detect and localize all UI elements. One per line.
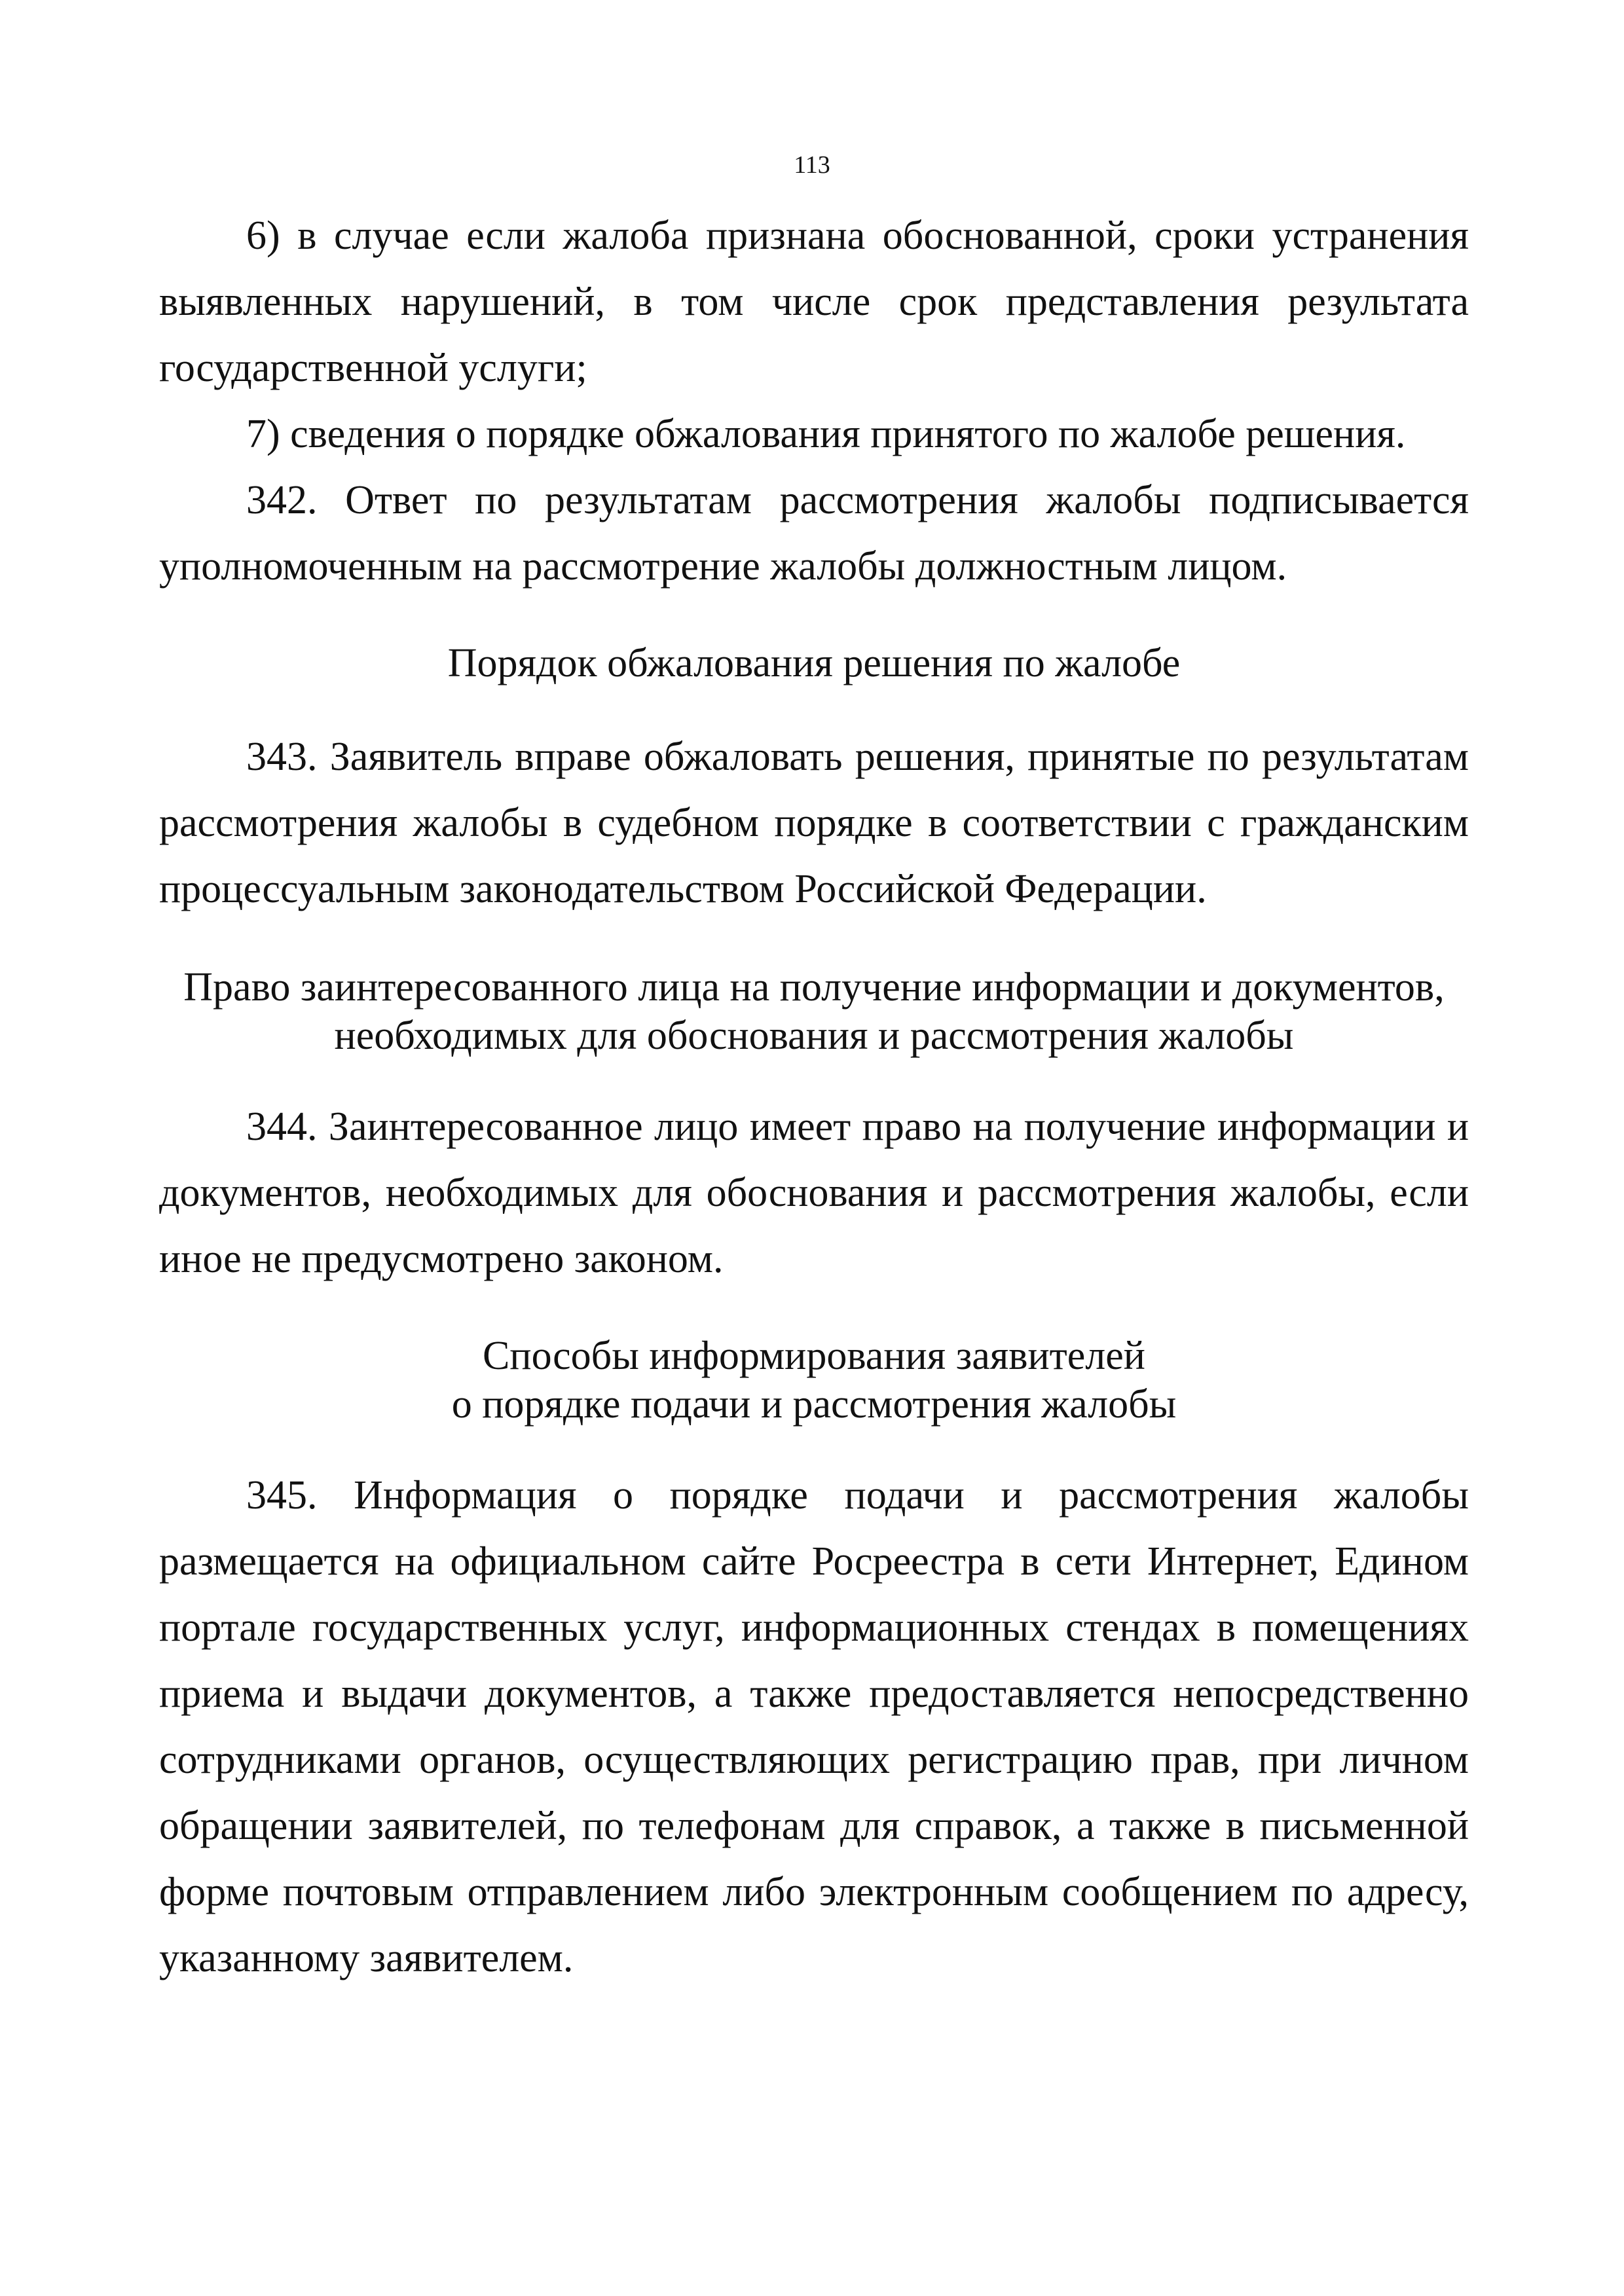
paragraph-345: 345. Информация о порядке подачи и рассмотрения жалобы размещается на официальном сайте Росреестра в сети Интернет, Едином портале государственных услуг, информационных стендах в помещениях приема и выдачи документов, а также предоставляется непосредственно сотрудниками органов, осуществляющих регистрацию прав, при личном обращении заявителей, по телефонам для справок, а также в письменной форме почтовым отправлением либо электронным сообщением по адресу, указанному заявителем.: [159, 1473, 1469, 1980]
heading-line: необходимых для обоснования и рассмотрения жалобы: [334, 1013, 1294, 1058]
heading-line: о порядке подачи и рассмотрения жалобы: [451, 1382, 1177, 1427]
heading-line: Порядок обжалования решения по жалобе: [447, 641, 1181, 685]
page-number: 113: [794, 151, 830, 179]
section-heading-right-to-information: [159, 963, 1469, 1060]
paragraph-7: 7) сведения о порядке обжалования принятого по жалобе решения.: [246, 412, 1406, 456]
document-body: [159, 203, 1469, 1992]
section-heading-appeal-order: [159, 639, 1469, 687]
paragraph-344: 344. Заинтересованное лицо имеет право на получение информации и документов, необходимых для обоснования и рассмотрения жалобы, если иное не предусмотрено законом.: [159, 1104, 1469, 1281]
heading-line: Право заинтересованного лица на получение информации и документов,: [183, 965, 1445, 1010]
paragraph-6: 6) в случае если жалоба признана обоснованной, сроки устранения выявленных нарушений, в том числе срок представления результата государственной услуги;: [159, 213, 1469, 390]
section-heading-informing-methods: [159, 1332, 1469, 1429]
heading-line: Способы информирования заявителей: [483, 1334, 1145, 1378]
paragraph-343: 343. Заявитель вправе обжаловать решения, принятые по результатам рассмотрения жалобы в судебном порядке в соответствии с гражданским процессуальным законодательством Российской Федерации.: [159, 735, 1469, 911]
paragraph-342: 342. Ответ по результатам рассмотрения жалобы подписывается уполномоченным на рассмотрение жалобы должностным лицом.: [159, 478, 1469, 589]
